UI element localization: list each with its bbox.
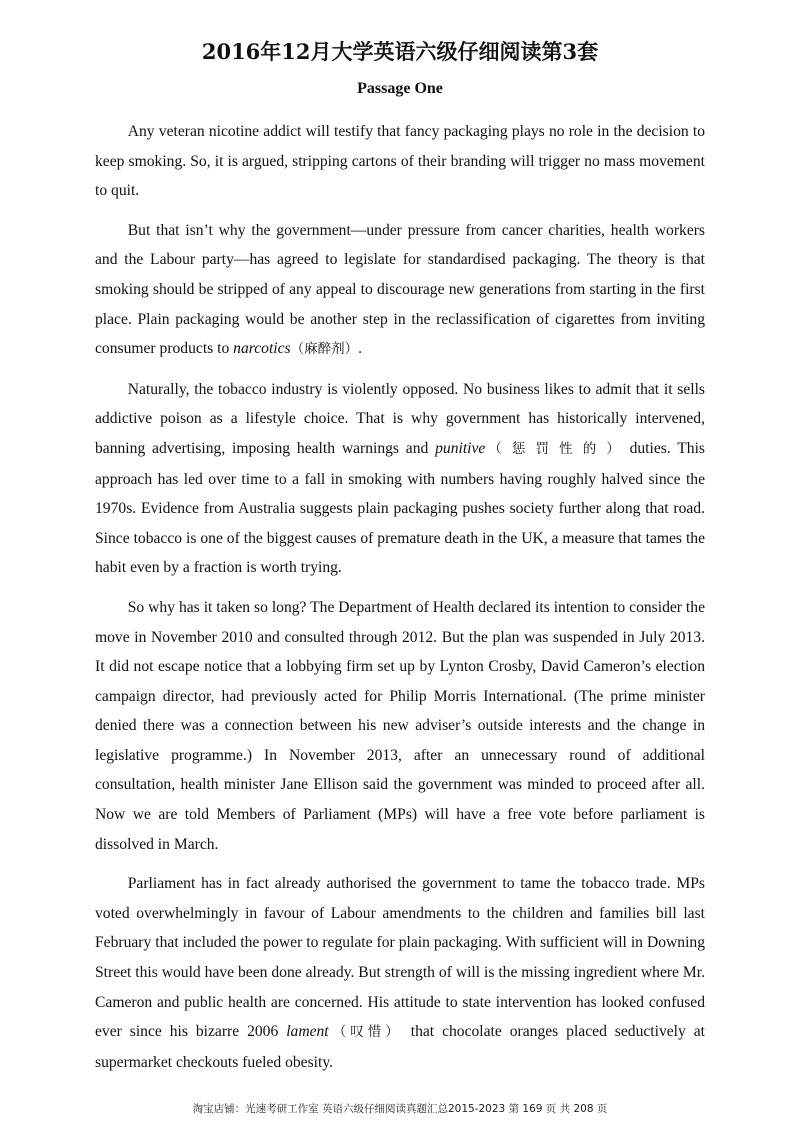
paragraph-3	[95, 375, 705, 583]
vocab-gloss-punitive: （ 惩 罚 性 的 ）	[485, 440, 623, 457]
paragraph-2	[95, 216, 705, 365]
vocab-term-lament: lament	[286, 1023, 329, 1041]
paragraph-1: Any veteran nicotine addict will testify that fancy packaging plays no role in the decision to keep smoking. So, it is argued, stripping cartons of their branding will trigger no mass movement to quit.	[95, 123, 705, 200]
page-footer: 淘宝店铺：光速考研工作室 英语六级仔细阅读真题汇总2015-2023 第 169 页 共 208 页	[192, 1103, 608, 1115]
paragraph-5-text-end: that chocolate oranges placed seductively at supermarket checkouts fueled obesity.	[95, 1023, 705, 1071]
vocab-term-punitive: punitive	[435, 439, 486, 457]
vocab-term-narcotics: narcotics	[233, 340, 291, 358]
vocab-gloss-narcotics: （麻醉剂）	[290, 341, 359, 358]
paragraph-3-text-end: duties. This approach has led over time to a fall in smoking with numbers having roughly halved since the 1970s. Evidence from Australia suggests plain packaging pushes society further along that road. Since tobacco is one of the biggest causes of premature death in the UK, a measure that tames the habit even by a fraction is worth trying.	[95, 439, 705, 577]
paragraph-5	[95, 869, 705, 1077]
passage-title: Passage One	[357, 80, 443, 97]
paragraph-2-text: But that isn’t why the government—under pressure from cancer charities, health workers and the Labour party—has agreed to legislate for standardised packaging. The theory is that smoking should be stripped of any appeal to discourage new generations from starting in the first place. Plain packaging would be another step in the reclassification of cigarettes from inviting consumer products to	[95, 221, 705, 358]
paragraph-4: So why has it taken so long? The Department of Health declared its intention to consider the move in November 2010 and consulted through 2012. But the plan was suspended in July 2013. It did not escape notice that a lobbying firm set up by Lynton Crosby, David Cameron’s election campaign director, had previously acted for Philip Morris International. (The prime minister denied there was a connection between his new adviser’s outside interests and the change in legislative programme.) In November 2013, after an unnecessary round of additional consultation, health minister Jane Ellison said the government was minded to proceed after all. Now we are told Members of Parliament (MPs) will have a free vote before parliament is dissolved in March.	[95, 598, 705, 853]
vocab-gloss-lament: （叹惜）	[328, 1024, 403, 1041]
paragraph-5-text: Parliament has in fact already authorised the government to tame the tobacco trade. MPs voted overwhelmingly in favour of Labour amendments to the children and families bill last February that included the power to regulate for plain packaging. With sufficient will in Downing Street this would have been done already. But strength of will is the missing ingredient where Mr. Cameron and public health are concerned. His attitude to state intervention has looked confused ever since his bizarre 2006	[95, 875, 705, 1041]
paragraph-3-text: Naturally, the tobacco industry is violently opposed. No business likes to admit that it sells addictive poison as a lifestyle choice. That is why government has historically intervened, banning advertising, imposing health warnings and	[95, 380, 705, 457]
passage-body	[95, 117, 705, 1087]
paragraph-2-text-end: .	[358, 340, 363, 358]
page-title: 2016年12月大学英语六级仔细阅读第3套	[201, 39, 599, 64]
